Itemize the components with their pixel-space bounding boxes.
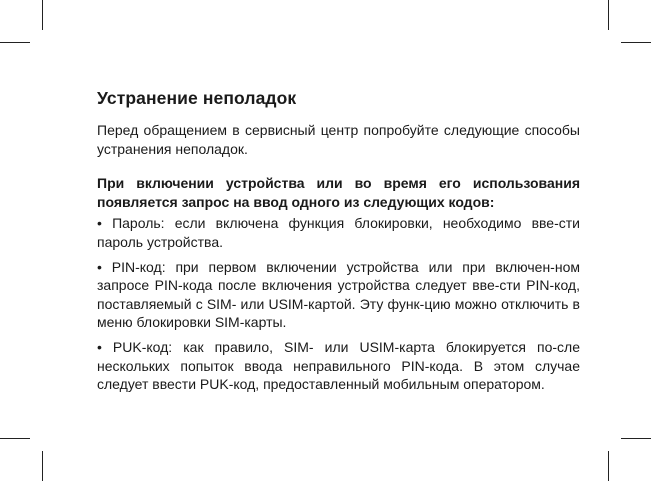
list-item-pin-code: • PIN-код: при первом включении устройства или при включен-ном запросе PIN-кода после включения устройства следует вве-сти PIN-код, поставляемый с SIM- или USIM-картой. Эту функ-цию можно отключить в меню блокировки SIM-карты. <box>97 258 580 331</box>
crop-mark-bottom-left-horizontal <box>0 438 30 439</box>
crop-mark-top-right-horizontal <box>621 42 651 43</box>
intro-paragraph: Перед обращением в сервисный центр попробуйте следующие способы устранения неполадок. <box>97 122 580 157</box>
page-content <box>97 88 580 394</box>
page-title: Устранение неполадок <box>97 88 297 108</box>
crop-mark-bottom-right-vertical <box>608 451 609 481</box>
crop-mark-bottom-right-horizontal <box>621 438 651 439</box>
list-item-password: • Пароль: если включена функция блокировки, необходимо вве-сти пароль устройства. <box>97 215 580 250</box>
list-item-puk-code: • PUK-код: как правило, SIM- или USIM-карта блокируется по-сле нескольких попыток ввода неправильного PIN-кода. В этом случае следует ввести PUK-код, предоставленный мобильным оператором. <box>97 338 580 393</box>
section-heading: При включении устройства или во время его использования появляется запрос на ввод одного из следующих кодов: <box>97 175 580 210</box>
crop-mark-top-left-horizontal <box>0 42 30 43</box>
crop-mark-bottom-left-vertical <box>42 451 43 481</box>
crop-mark-top-right-vertical <box>608 0 609 30</box>
crop-mark-top-left-vertical <box>42 0 43 30</box>
